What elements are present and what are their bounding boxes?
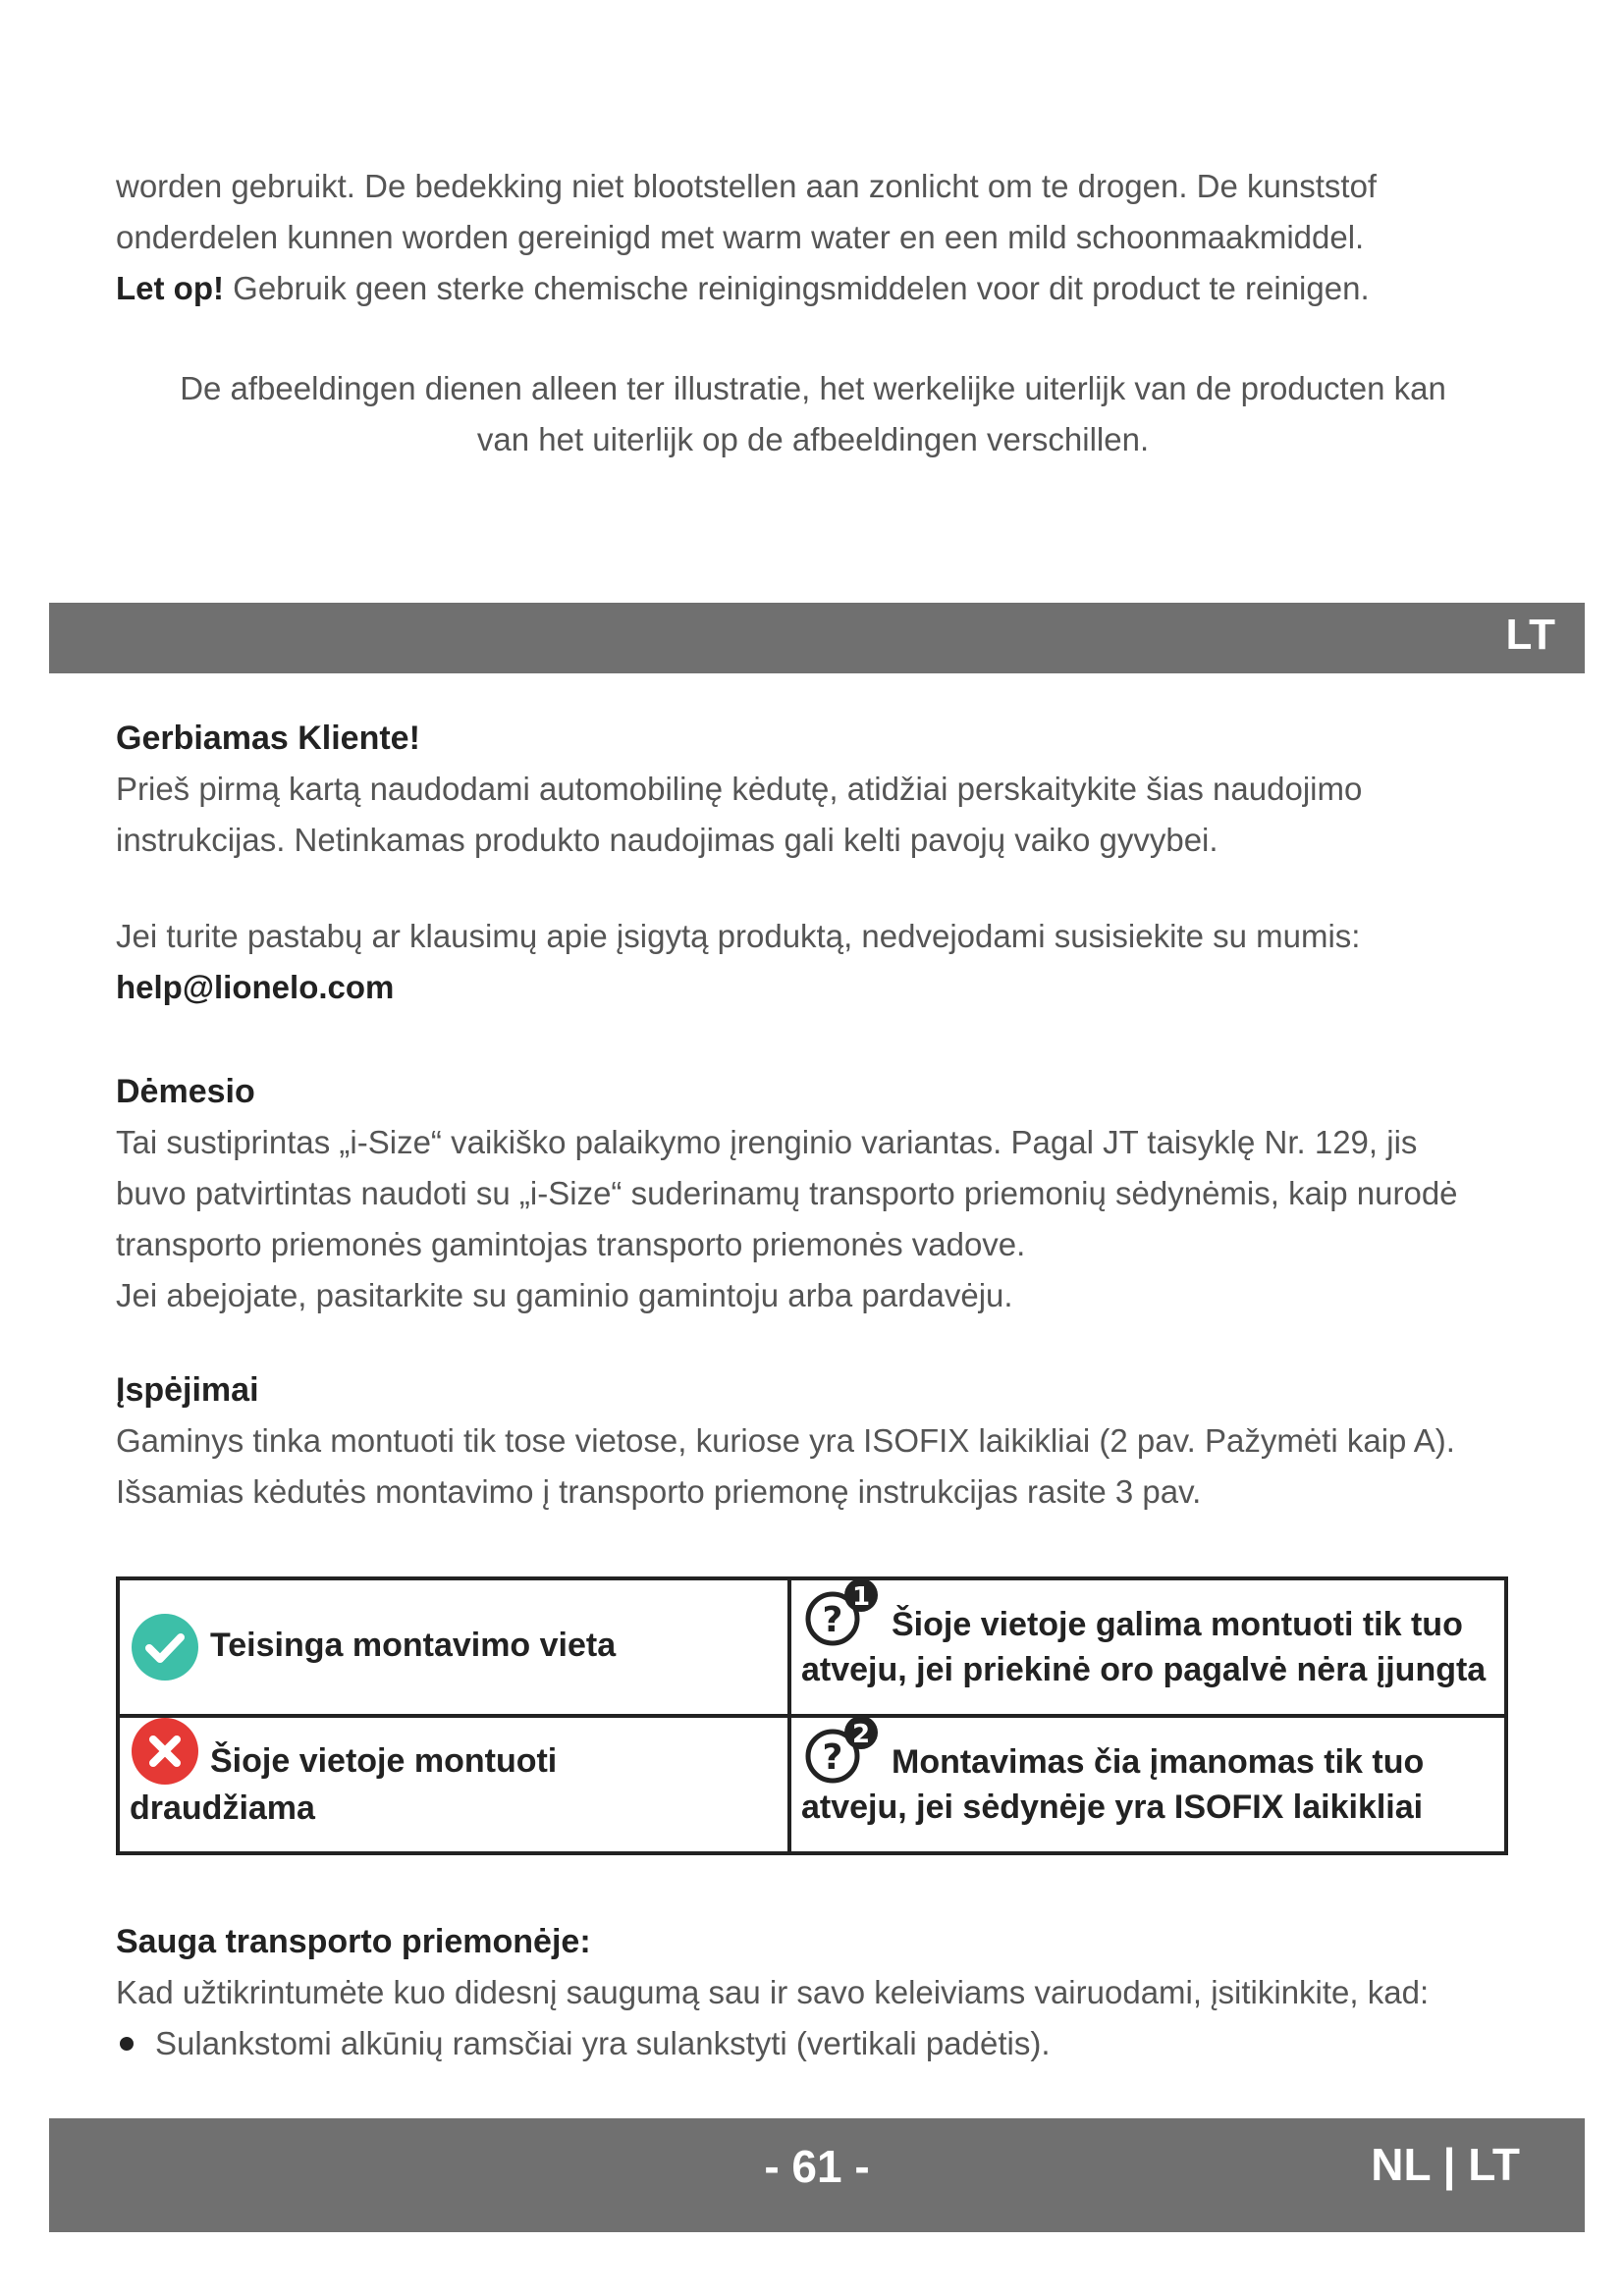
greeting-title: Gerbiamas Kliente!: [116, 720, 420, 757]
safety-bullet-1: Sulankstomi alkūnių ramsčiai yra sulankstyti (vertikali padėtis).: [155, 2025, 1051, 2061]
warnings-line-2: Išsamias kėdutės montavimo į transporto priemonę instrukcijas rasite 3 pav.: [116, 1473, 1202, 1510]
greeting-line-2: instrukcijas. Netinkamas produkto naudojimas gali kelti pavojų vaiko gyvybei.: [116, 822, 1218, 858]
legend-correct-label: Teisinga montavimo vieta: [210, 1626, 617, 1664]
contact-email[interactable]: help@lionelo.com: [116, 969, 395, 1005]
nl-line-1: worden gebruikt. De bedekking niet blootstellen aan zonlicht om te drogen. De kunststof: [116, 168, 1378, 204]
legend-cell-airbag: [789, 1578, 1506, 1716]
section-language-code: LT: [1505, 611, 1555, 659]
warnings-line-1: Gaminys tinka montuoti tik tose vietose, kuriose yra ISOFIX laikikliai (2 pav. Pažymėti kaip A).: [116, 1422, 1455, 1459]
check-icon: [130, 1612, 200, 1682]
nl-note-line-1: De afbeeldingen dienen alleen ter illustratie, het werkelijke uiterlijk van de producten kan: [180, 370, 1446, 406]
attention-line-3: transporto priemonės gamintojas transporto priemonės vadove.: [116, 1226, 1026, 1262]
contact-line: Jei turite pastabų ar klausimų apie įsigytą produktą, nedvejodami susisiekite su mumis:: [116, 918, 1361, 954]
question-mark-2: ?: [822, 1736, 843, 1778]
nl-note-line-2: van het uiterlijk op de afbeeldingen verschillen.: [476, 421, 1150, 457]
nl-line-3: Gebruik geen sterke chemische reinigingsmiddelen voor dit product te reinigen.: [223, 270, 1370, 306]
attention-line-2: buvo patvirtintas naudoti su „i-Size“ suderinamų transporto priemonių sėdynėmis, kaip nurodė: [116, 1175, 1458, 1211]
warnings-title: Įspėjimai: [116, 1371, 259, 1409]
question-badge-1-icon: [801, 1577, 882, 1648]
warnings-text: [116, 1415, 1549, 1518]
safety-title: Sauga transporto priemonėje:: [116, 1923, 591, 1960]
legend-forbidden-line-1: Šioje vietoje montuoti: [210, 1741, 558, 1780]
section-header-bar: [49, 603, 1585, 673]
attention-line-4: Jei abejojate, pasitarkite su gaminio gamintoju arba pardavėju.: [116, 1277, 1013, 1313]
badge-number-2: 2: [851, 1719, 871, 1749]
greeting-line-1: Prieš pirmą kartą naudodami automobilinę kėdutę, atidžiai perskaitykite šias naudojimo: [116, 771, 1363, 807]
contact-text: [116, 911, 1549, 1013]
greeting-text: [116, 764, 1549, 866]
legend-cell-forbidden: [118, 1716, 789, 1853]
attention-line-1: Tai sustiprintas „i-Size“ vaikiško palaikymo įrenginio variantas. Pagal JT taisyklę Nr. 129, jis: [116, 1124, 1418, 1160]
badge-number-1: 1: [851, 1581, 871, 1612]
cross-icon: [130, 1716, 200, 1787]
legend-row: [118, 1578, 1506, 1716]
footer-language-label: NL | LT: [1371, 2139, 1520, 2190]
nl-paragraph: [116, 161, 1549, 314]
nl-illustration-note: [116, 363, 1510, 465]
legend-airbag-line-2: atveju, jei priekinė oro pagalvė nėra įjungta: [801, 1650, 1487, 1688]
footer-bar: [49, 2118, 1585, 2232]
nl-line-2: onderdelen kunnen worden gereinigd met warm water en een mild schoonmaakmiddel.: [116, 219, 1365, 255]
legend-row: [118, 1716, 1506, 1853]
safety-text: [116, 1967, 1549, 2069]
question-mark-1: ?: [822, 1599, 843, 1640]
bullet-dot-icon: [120, 2037, 134, 2051]
attention-title: Dėmesio: [116, 1073, 255, 1110]
legend-airbag-line-1: Šioje vietoje galima montuoti tik tuo: [892, 1606, 1463, 1644]
question-badge-2-icon: [801, 1715, 882, 1786]
legend-forbidden-line-2: draudžiama: [130, 1789, 315, 1827]
legend-isofix-line-1: Montavimas čia įmanomas tik tuo: [892, 1743, 1425, 1782]
attention-text: [116, 1117, 1549, 1321]
installation-legend-table: [116, 1576, 1508, 1855]
legend-cell-isofix: [789, 1716, 1506, 1853]
legend-isofix-line-2: atveju, jei sėdynėje yra ISOFIX laikikliai: [801, 1788, 1424, 1826]
safety-line-1: Kad užtikrintumėte kuo didesnį saugumą sau ir savo keleiviams vairuodami, įsitikinkite, kad:: [116, 1974, 1430, 2010]
nl-warning-label: Let op!: [116, 270, 224, 306]
page-number: - 61 -: [764, 2141, 870, 2192]
legend-cell-correct: [118, 1578, 789, 1716]
